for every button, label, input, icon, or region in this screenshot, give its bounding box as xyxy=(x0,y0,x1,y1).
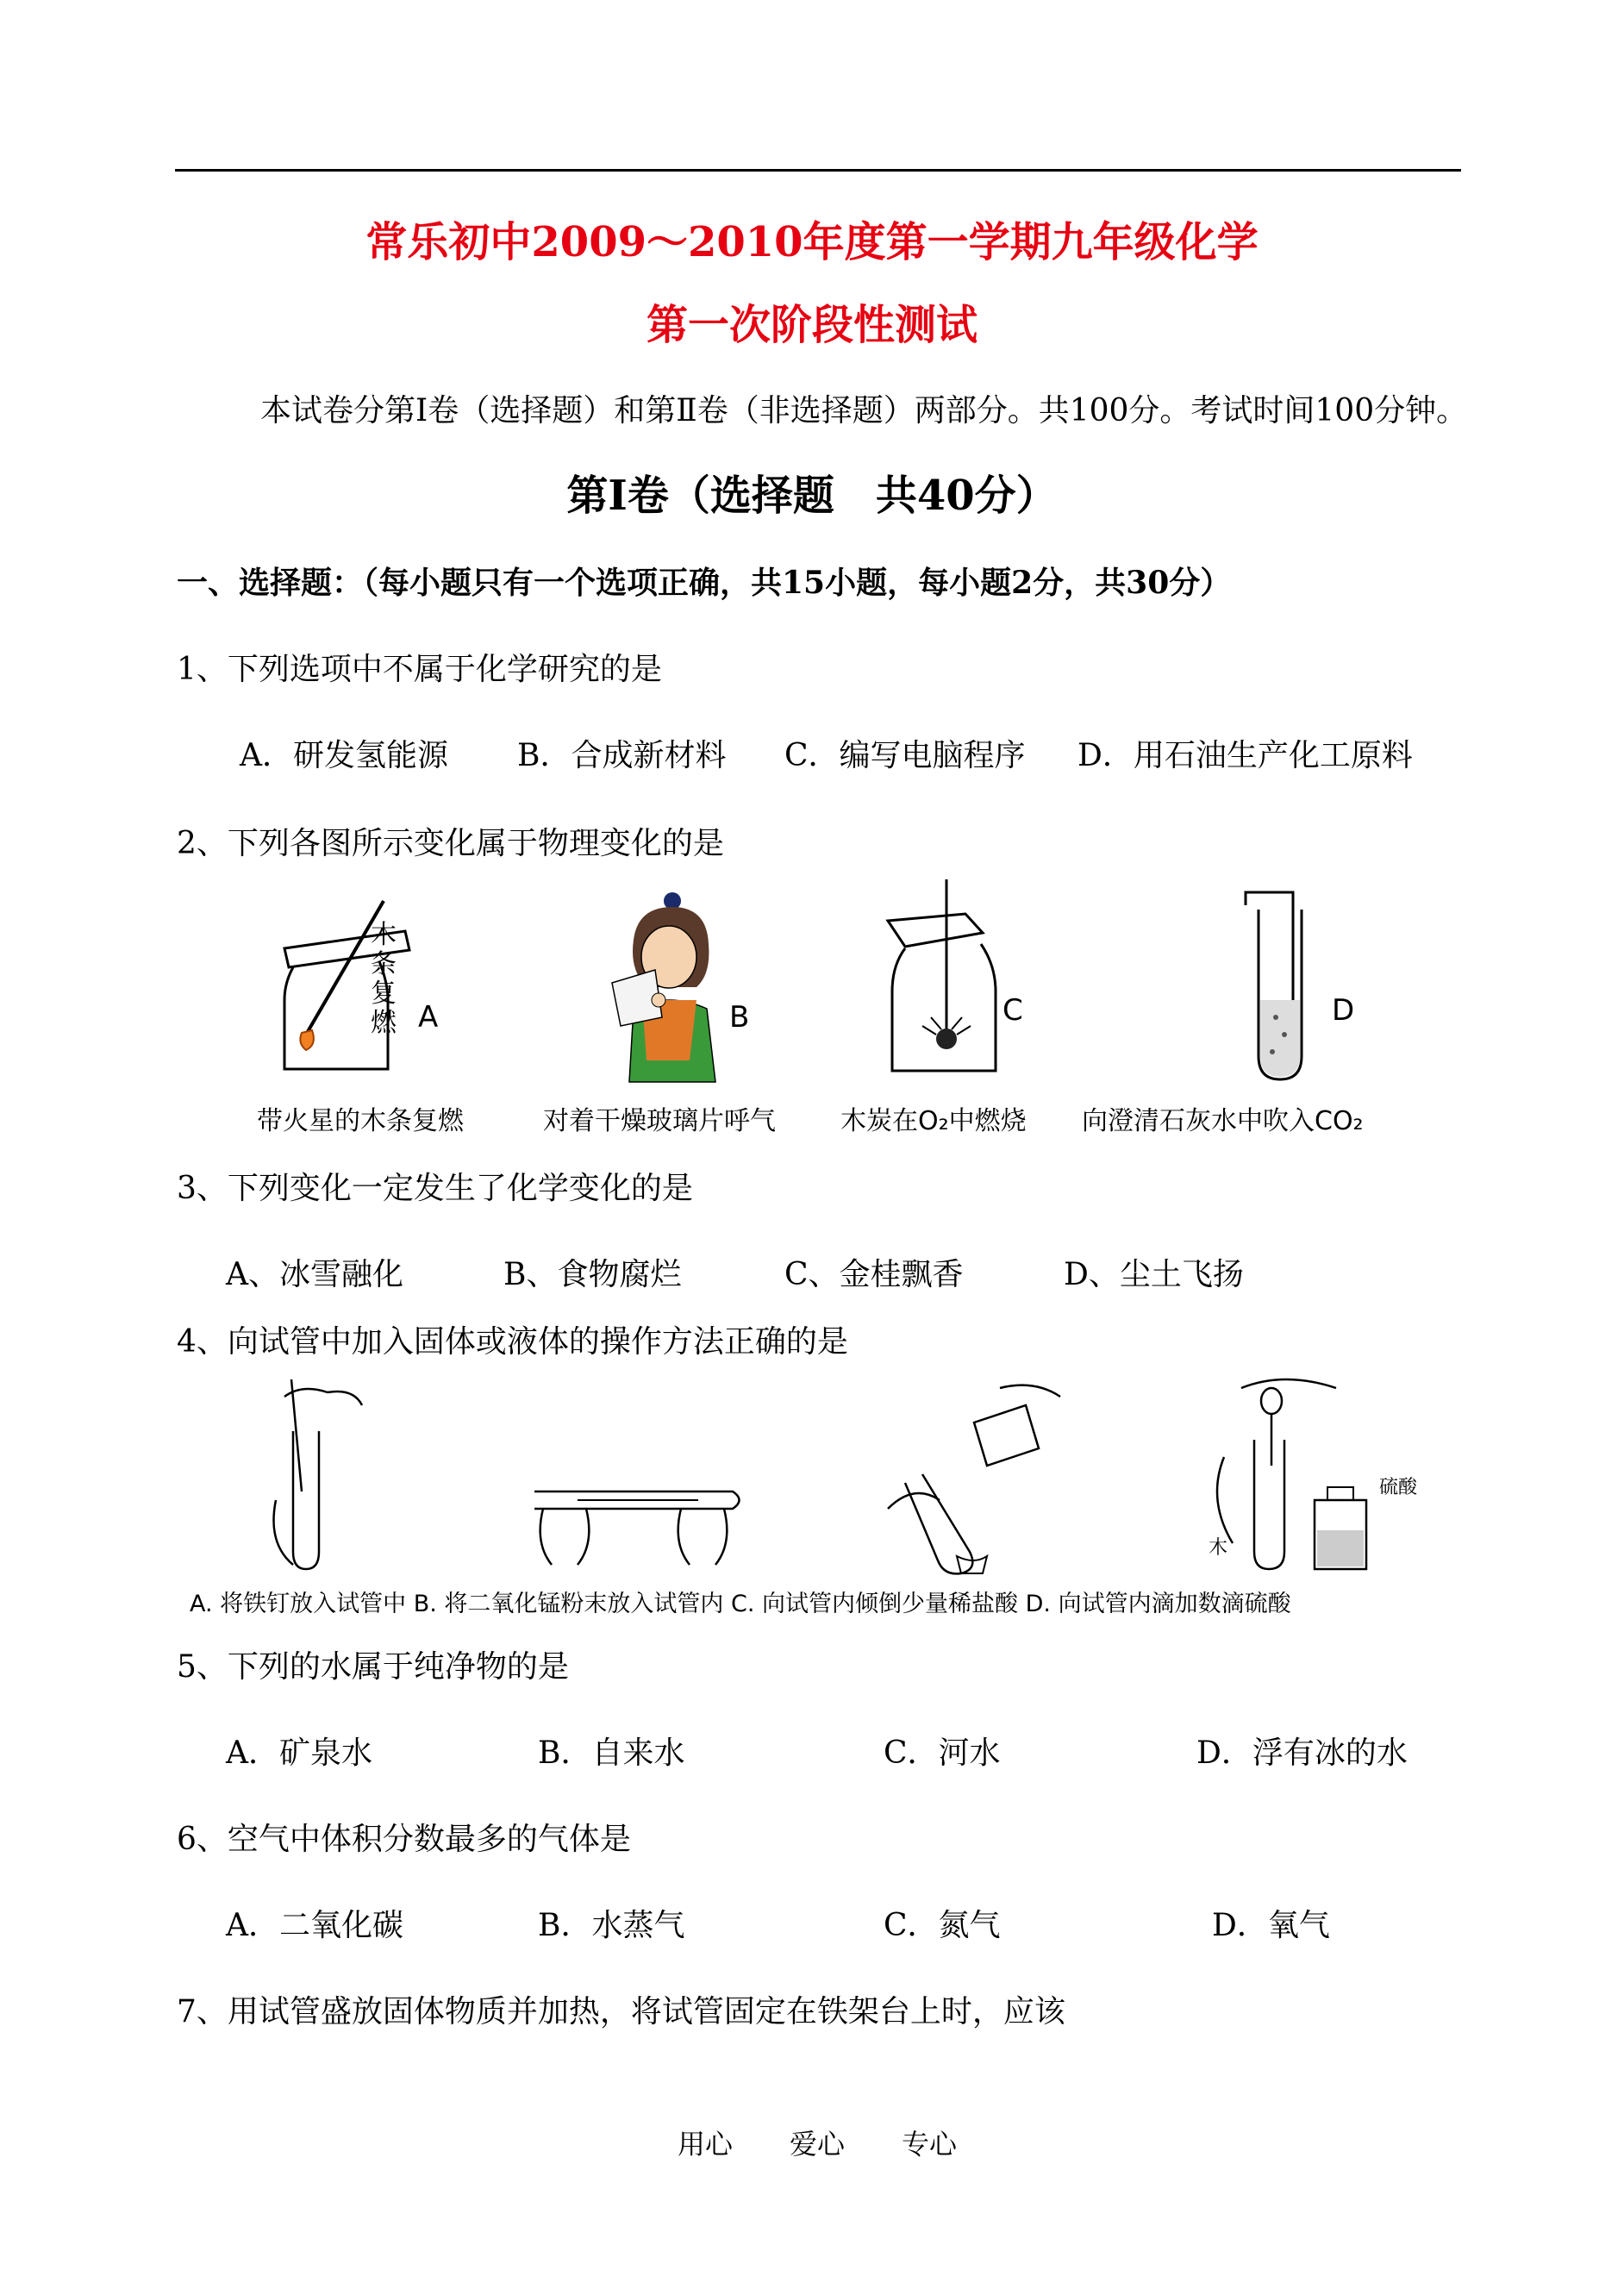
q4-stem: 4、向试管中加入固体或液体的操作方法正确的是 xyxy=(177,1324,848,1360)
q4-figure-c-pour-acid xyxy=(888,1379,1095,1578)
footer-word-2: 爱心 xyxy=(790,2128,846,2161)
q4-label-wood: 木 xyxy=(1209,1537,1228,1559)
q5-option-d[interactable]: D．浮有冰的水 xyxy=(1196,1735,1408,1771)
q2-letter-b[interactable]: B xyxy=(729,1000,750,1035)
q2-figure-d-test-tube xyxy=(1233,888,1327,1086)
intro-text: 本试卷分第Ⅰ卷（选择题）和第Ⅱ卷（非选择题）两部分。共100分。考试时间100分钟。 xyxy=(260,393,1468,428)
q1-option-c[interactable]: C．编写电脑程序 xyxy=(784,738,1026,773)
q2-letter-c[interactable]: C xyxy=(1003,993,1023,1028)
q6-option-d[interactable]: D．氧气 xyxy=(1212,1908,1330,1943)
q4-figure-d-drop-acid xyxy=(1207,1371,1405,1578)
q6-option-b[interactable]: B．水蒸气 xyxy=(538,1908,685,1943)
q1-option-a[interactable]: A．研发氢能源 xyxy=(240,738,448,773)
q5-option-b[interactable]: B．自来水 xyxy=(538,1735,685,1771)
q5-option-c[interactable]: C．河水 xyxy=(884,1735,1001,1771)
exam-title: 常乐初中2009～2010年度第一学期九年级化学 xyxy=(365,218,1259,266)
q2-side-label-a: 木条复燃 xyxy=(371,920,397,1038)
exam-subtitle: 第一次阶段性测试 xyxy=(646,301,978,349)
q2-caption-a: 带火星的木条复燃 xyxy=(257,1106,464,1136)
section1-heading: 一、选择题：（每小题只有一个选项正确，共15小题，每小题2分，共30分） xyxy=(177,565,1232,601)
q5-option-a[interactable]: A．矿泉水 xyxy=(226,1735,372,1771)
q1-stem: 1、下列选项中不属于化学研究的是 xyxy=(177,652,662,687)
q2-figure-b-girl-breathing xyxy=(595,888,741,1086)
part1-heading: 第Ⅰ卷（选择题 共40分） xyxy=(566,472,1058,520)
footer-word-3: 专心 xyxy=(902,2128,958,2161)
q2-letter-a[interactable]: A xyxy=(418,1000,439,1035)
q2-caption-b: 对着干燥玻璃片呼气 xyxy=(543,1106,776,1136)
header-rule xyxy=(175,169,1461,172)
q1-option-b[interactable]: B．合成新材料 xyxy=(517,738,727,773)
q2-stem: 2、下列各图所示变化属于物理变化的是 xyxy=(177,826,724,861)
footer-word-1: 用心 xyxy=(678,2128,734,2161)
q6-option-c[interactable]: C．氮气 xyxy=(884,1908,1001,1943)
q2-caption-d: 向澄清石灰水中吹入CO₂ xyxy=(1082,1106,1364,1136)
q2-letter-d[interactable]: D xyxy=(1332,993,1355,1028)
q3-option-b[interactable]: B、食物腐烂 xyxy=(503,1257,682,1292)
q7-stem: 7、用试管盛放固体物质并加热，将试管固定在铁架台上时，应该 xyxy=(177,1994,1065,2029)
q4-figure-a-nail-into-tube xyxy=(267,1379,379,1578)
q5-stem: 5、下列的水属于纯净物的是 xyxy=(177,1649,569,1685)
q6-stem: 6、空气中体积分数最多的气体是 xyxy=(177,1822,631,1857)
q3-option-d[interactable]: D、尘土飞扬 xyxy=(1064,1257,1244,1292)
q4-figure-b-powder-into-tube xyxy=(526,1457,750,1569)
q1-option-d[interactable]: D．用石油生产化工原料 xyxy=(1077,738,1413,773)
q3-option-c[interactable]: C、金桂飘香 xyxy=(784,1257,964,1292)
q3-option-a[interactable]: A、冰雪融化 xyxy=(226,1257,403,1292)
q2-figure-a-jar-splint xyxy=(259,897,431,1078)
q4-label-bottle: 硫酸 xyxy=(1379,1477,1418,1498)
q2-caption-c: 木炭在O₂中燃烧 xyxy=(840,1106,1027,1136)
q2-figure-c-charcoal-bottle xyxy=(879,879,1009,1086)
q6-option-a[interactable]: A．二氧化碳 xyxy=(226,1908,403,1943)
q3-stem: 3、下列变化一定发生了化学变化的是 xyxy=(177,1171,693,1206)
q4-caption: A. 将铁钉放入试管中 B. 将二氧化锰粉末放入试管内 C. 向试管内倾倒少量稀盐酸 D. 向试管内滴加数滴硫酸 xyxy=(190,1591,1291,1617)
